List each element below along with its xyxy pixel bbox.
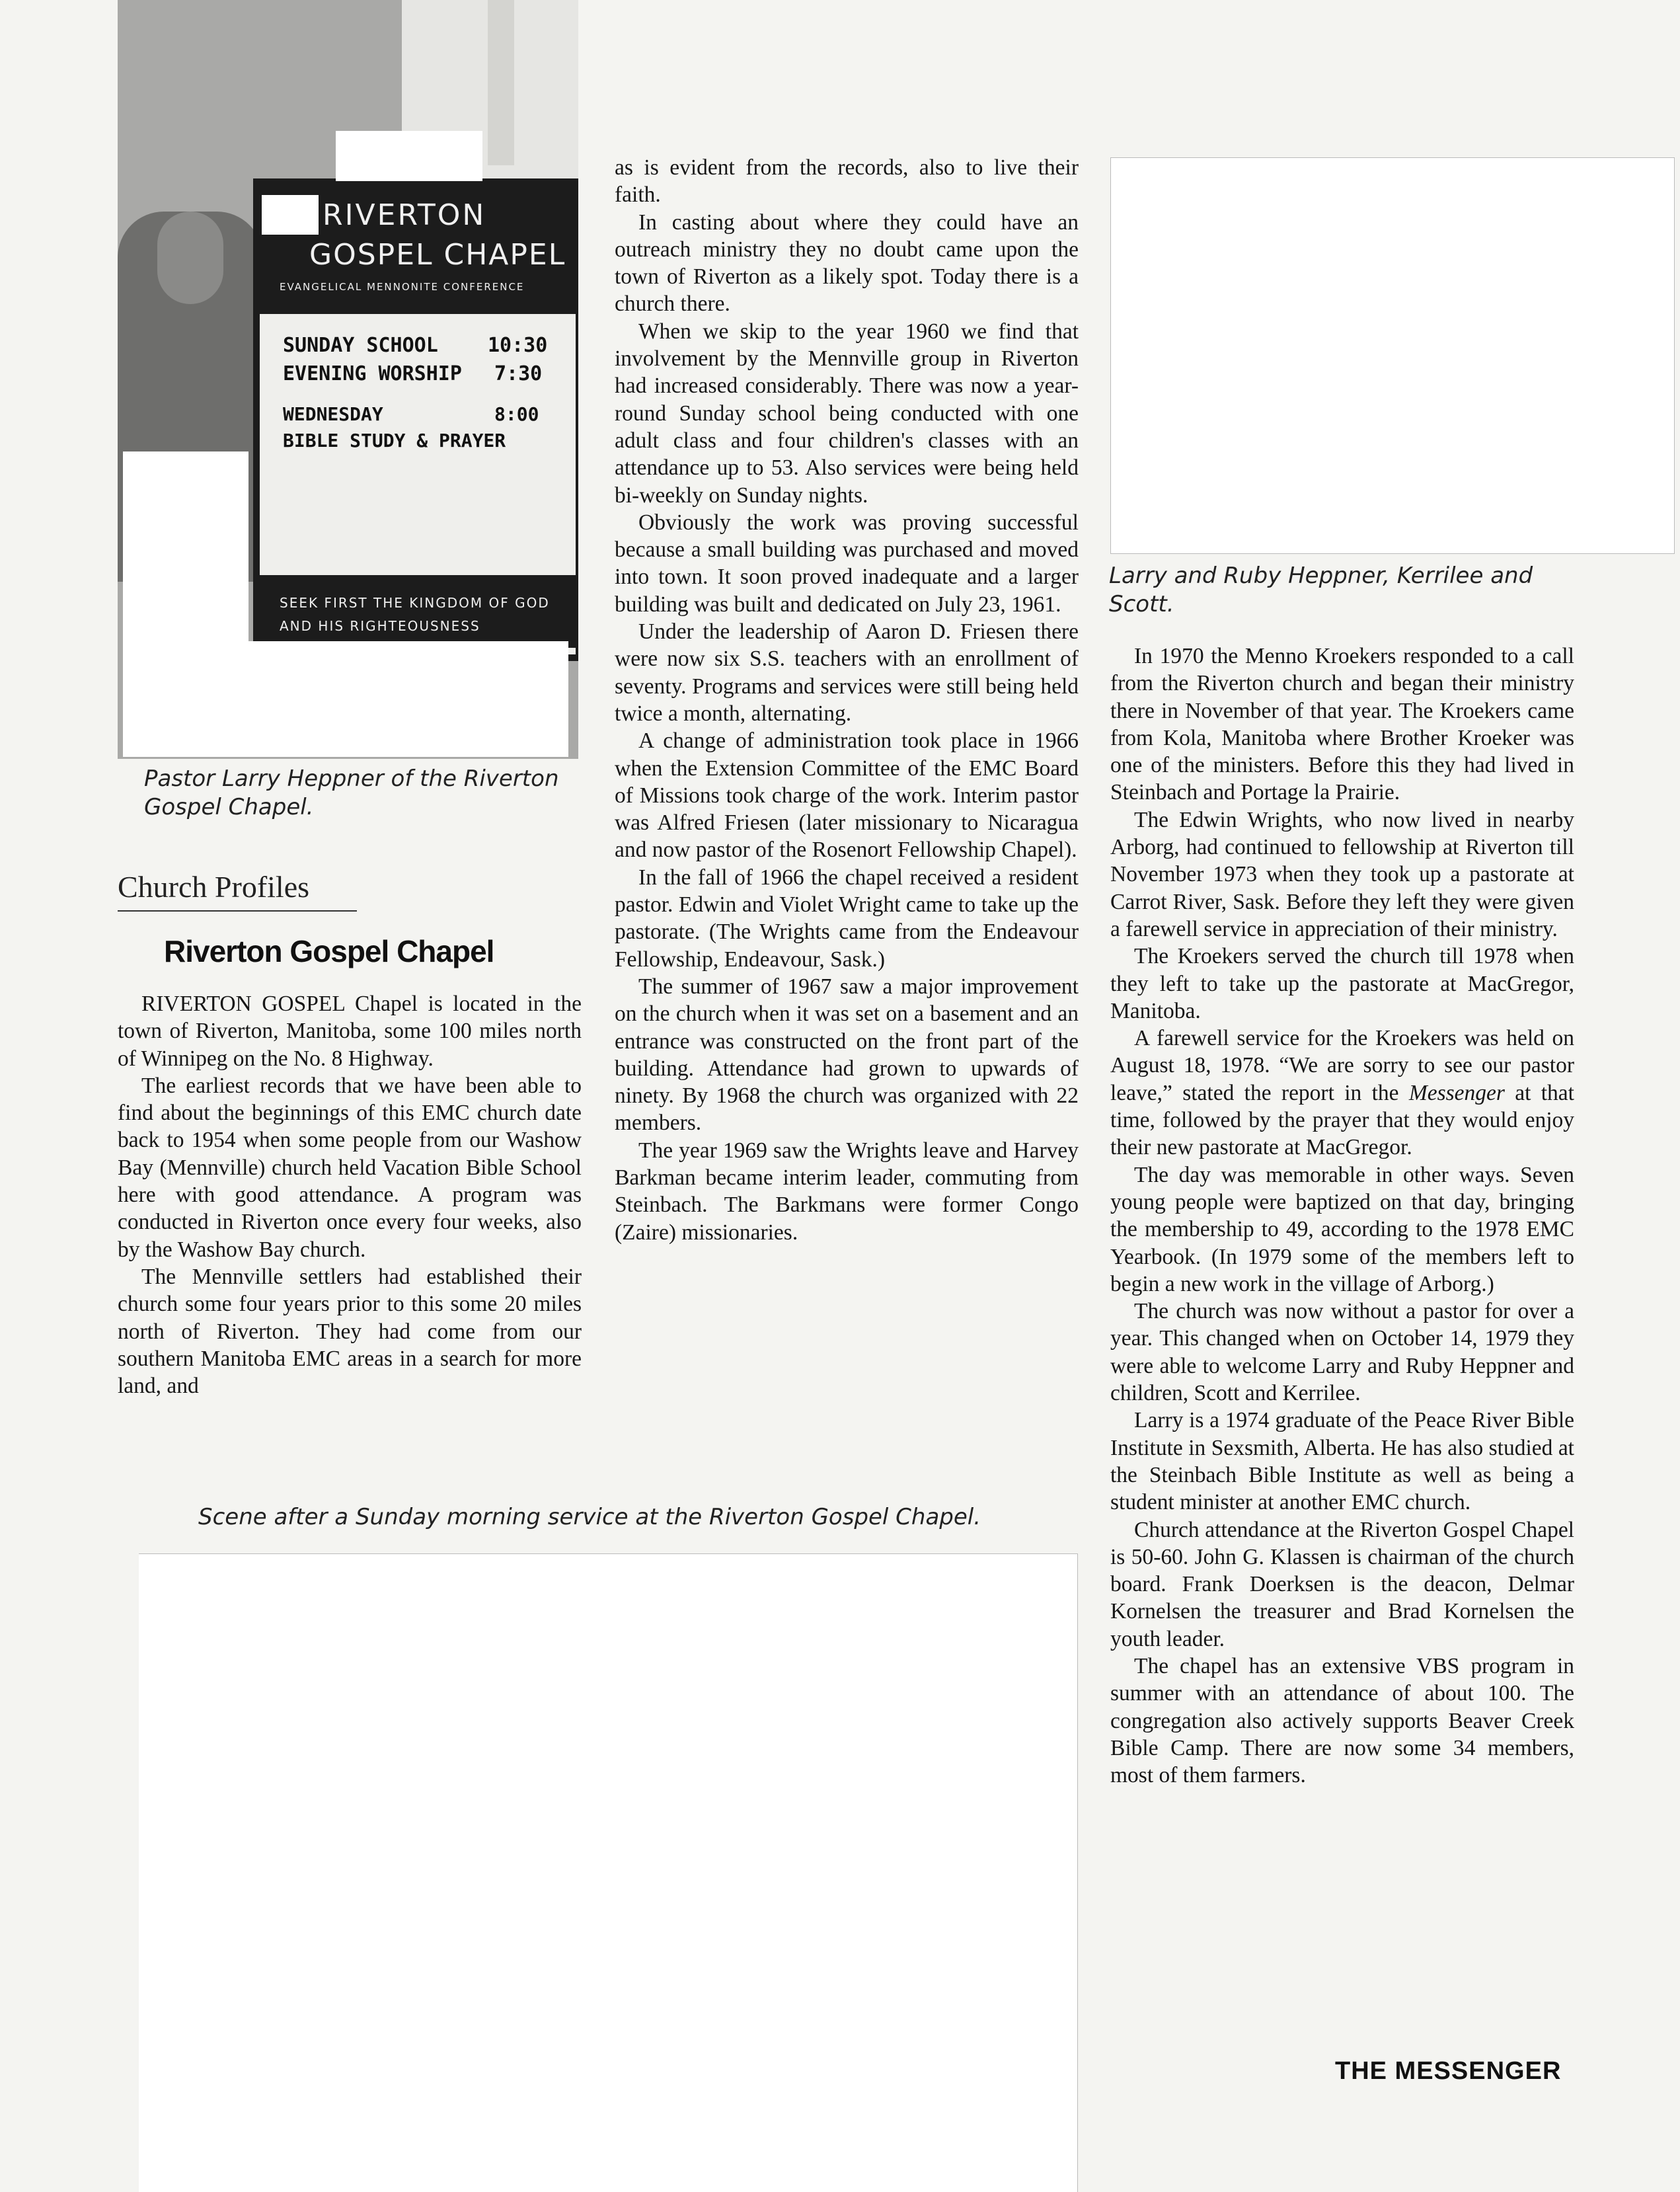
sign-row-3-time: 8:00 <box>494 403 539 425</box>
photo-caption-family: Larry and Ruby Heppner, Kerrilee and Scott. <box>1109 563 1533 617</box>
paragraph: The Kroekers served the church till 1978 when they left to take up the pastorate at MacGregor, Manitoba. <box>1110 944 1574 1023</box>
paragraph: In 1970 the Menno Kroekers responded to a call from the Riverton church and began their ministry there in November of that year. The Kroekers came from Kola, Manitoba where Brother Kroeker was one of the ministers. Before this they had lived in Steinbach and Portage la Prairie. <box>1110 644 1574 805</box>
paragraph: RIVERTON GOSPEL Chapel is located in the town of Riverton, Manitoba, some 100 miles north of Winnipeg on the No. 8 Highway. <box>118 992 582 1071</box>
article-headline: Riverton Gospel Chapel <box>164 934 494 968</box>
sign-row-2-label: EVENING WORSHIP <box>283 362 462 385</box>
pastor-head <box>157 212 223 304</box>
section-title-underline <box>118 910 357 912</box>
paragraph: A change of administration took place in 1966 when the Extension Committee of the EMC Board of Missions took charge of the work. Interim pastor was Alfred Friesen (later missionary to Nicaragua and now pastor of the Rosenort Fellowship Chapel). <box>615 728 1079 863</box>
article-column-2 <box>615 154 1079 1246</box>
redaction-patch <box>262 195 319 235</box>
sign-title-line1: RIVERTON <box>323 198 486 232</box>
paragraph <box>1110 1025 1574 1161</box>
paragraph: The church was now without a pastor for over a year. This changed when on October 14, 1979 they were able to welcome Larry and Ruby Heppner and children, Scott and Kerrilee. <box>1110 1299 1574 1406</box>
paragraph: The chapel has an extensive VBS program in summer with an attendance of about 100. The congregation also actively supports Beaver Creek Bible Camp. There are now some 34 members, most of them farmers. <box>1110 1653 1574 1788</box>
sign-row-3-label: WEDNESDAY <box>283 403 383 425</box>
redaction-patch <box>336 131 482 181</box>
paragraph: The Edwin Wrights, who now lived in nearby Arborg, had continued to fellowship at Riverton till November 1973 when they took up a pastorate at Carrot River, Sask. Before they left they were given a farewell service in appreciation of their ministry. <box>1110 807 1574 941</box>
paragraph: Under the leadership of Aaron D. Friesen there were now six S.S. teachers with an enrollment of seventy. Programs and services were still being held twice a month, alternating. <box>615 619 1079 726</box>
paragraph: In the fall of 1966 the chapel received a resident pastor. Edwin and Violet Wright came to take up the pastorate. (The Wrights came from the Endeavour Fellowship, Endeavour, Sask.) <box>615 865 1079 972</box>
paragraph: as is evident from the records, also to live their faith. <box>615 155 1079 208</box>
paragraph: In casting about where they could have an outreach ministry they no doubt came upon the town of Riverton as a likely spot. Today there is a church there. <box>615 210 1079 317</box>
sign-footer <box>253 575 578 648</box>
photo-caption-pastor: Pastor Larry Heppner of the Riverton Gospel Chapel. <box>144 765 559 820</box>
paragraph: The earliest records that we have been able to find about the beginnings of this EMC church date back to 1954 when some people from our Washow Bay (Mennville) church held Vacation Bible School here with good attendance. A program was conducted in Riverton once every four weeks, also by the Washow Bay church. <box>118 1073 582 1262</box>
sign-row-1-label: SUNDAY SCHOOL <box>283 334 438 357</box>
paragraph: Larry is a 1974 graduate of the Peace River Bible Institute in Sexsmith, Alberta. He has also studied at the Steinbach Bible Institute as well as being a student minister at another EMC church. <box>1110 1408 1574 1515</box>
text-run: at that time, followed by the prayer that they would enjoy their new pastorate at MacGregor. <box>1110 1080 1574 1160</box>
heppner-family-photo <box>1110 157 1675 554</box>
paragraph: The summer of 1967 saw a major improvement on the church when it was set on a basement and an entrance was constructed on the front part of the building. Attendance had grown to upwards of ninety. By 1968 the church was organized with 22 members. <box>615 974 1079 1136</box>
paragraph: When we skip to the year 1960 we find that involvement by the Mennville group in Riverton had increased considerably. There was now a year-round Sunday school being conducted with one adult class and four children's classes with an attendance up to 53. Also services were being held bi-weekly on Sunday nights. <box>615 319 1079 508</box>
sign-footer-line1: SEEK FIRST THE KINGDOM OF GOD <box>280 595 550 611</box>
photo-caption-congregation: Scene after a Sunday morning service at the Riverton Gospel Chapel. <box>198 1504 981 1530</box>
section-title: Church Profiles <box>118 870 310 904</box>
congregation-photo <box>139 1553 1078 2192</box>
sign-row-2-time: 7:30 <box>494 362 543 385</box>
article-column-1 <box>118 990 582 1399</box>
article-column-3 <box>1110 643 1574 1789</box>
sign-row-1-time: 10:30 <box>488 334 548 357</box>
sign-title-line3: EVANGELICAL MENNONITE CONFERENCE <box>280 281 525 293</box>
sign-row-4-label: BIBLE STUDY & PRAYER <box>283 430 506 451</box>
paragraph: Church attendance at the Riverton Gospel Chapel is 50-60. John G. Klassen is chairman of the church board. Frank Doerksen is the deacon, Delmar Kornelsen the treasurer and Brad Kornelsen the youth leader. <box>1110 1517 1574 1651</box>
paragraph: Obviously the work was proving successful because a small building was purchased and moved into town. It soon proved inadequate and a larger building was built and dedicated on July 23, 1961. <box>615 510 1079 617</box>
text-run: A farewell service for the Kroekers was held on August 18, 1978. “We are sorry to see our pastor leave,” stated the report in the <box>1110 1026 1574 1105</box>
redaction-patch <box>123 451 248 757</box>
paragraph: The year 1969 saw the Wrights leave and Harvey Barkman became interim leader, commuting from Steinbach. The Barkmans were former Congo (Zaire) missionaries. <box>615 1138 1079 1245</box>
publication-footer: THE MESSENGER <box>1335 2057 1562 2085</box>
sign-title-line2: GOSPEL CHAPEL <box>309 238 566 272</box>
paragraph: The day was memorable in other ways. Seven young people were baptized on that day, bringing the membership to 49, according to the 1978 EMC Yearbook. (In 1979 some of the members left to begin a new work in the village of Arborg.) <box>1110 1162 1574 1296</box>
publication-name: Messenger <box>1408 1080 1505 1105</box>
paragraph: The Mennville settlers had established their church some four years prior to this some 20 miles north of Riverton. They had come from our southern Manitoba EMC areas in a search for more land, and <box>118 1264 582 1399</box>
roof-edge <box>488 0 514 165</box>
redaction-patch <box>247 641 568 757</box>
sign-footer-line2: AND HIS RIGHTEOUSNESS <box>280 618 480 634</box>
pastor-photo <box>118 0 578 759</box>
